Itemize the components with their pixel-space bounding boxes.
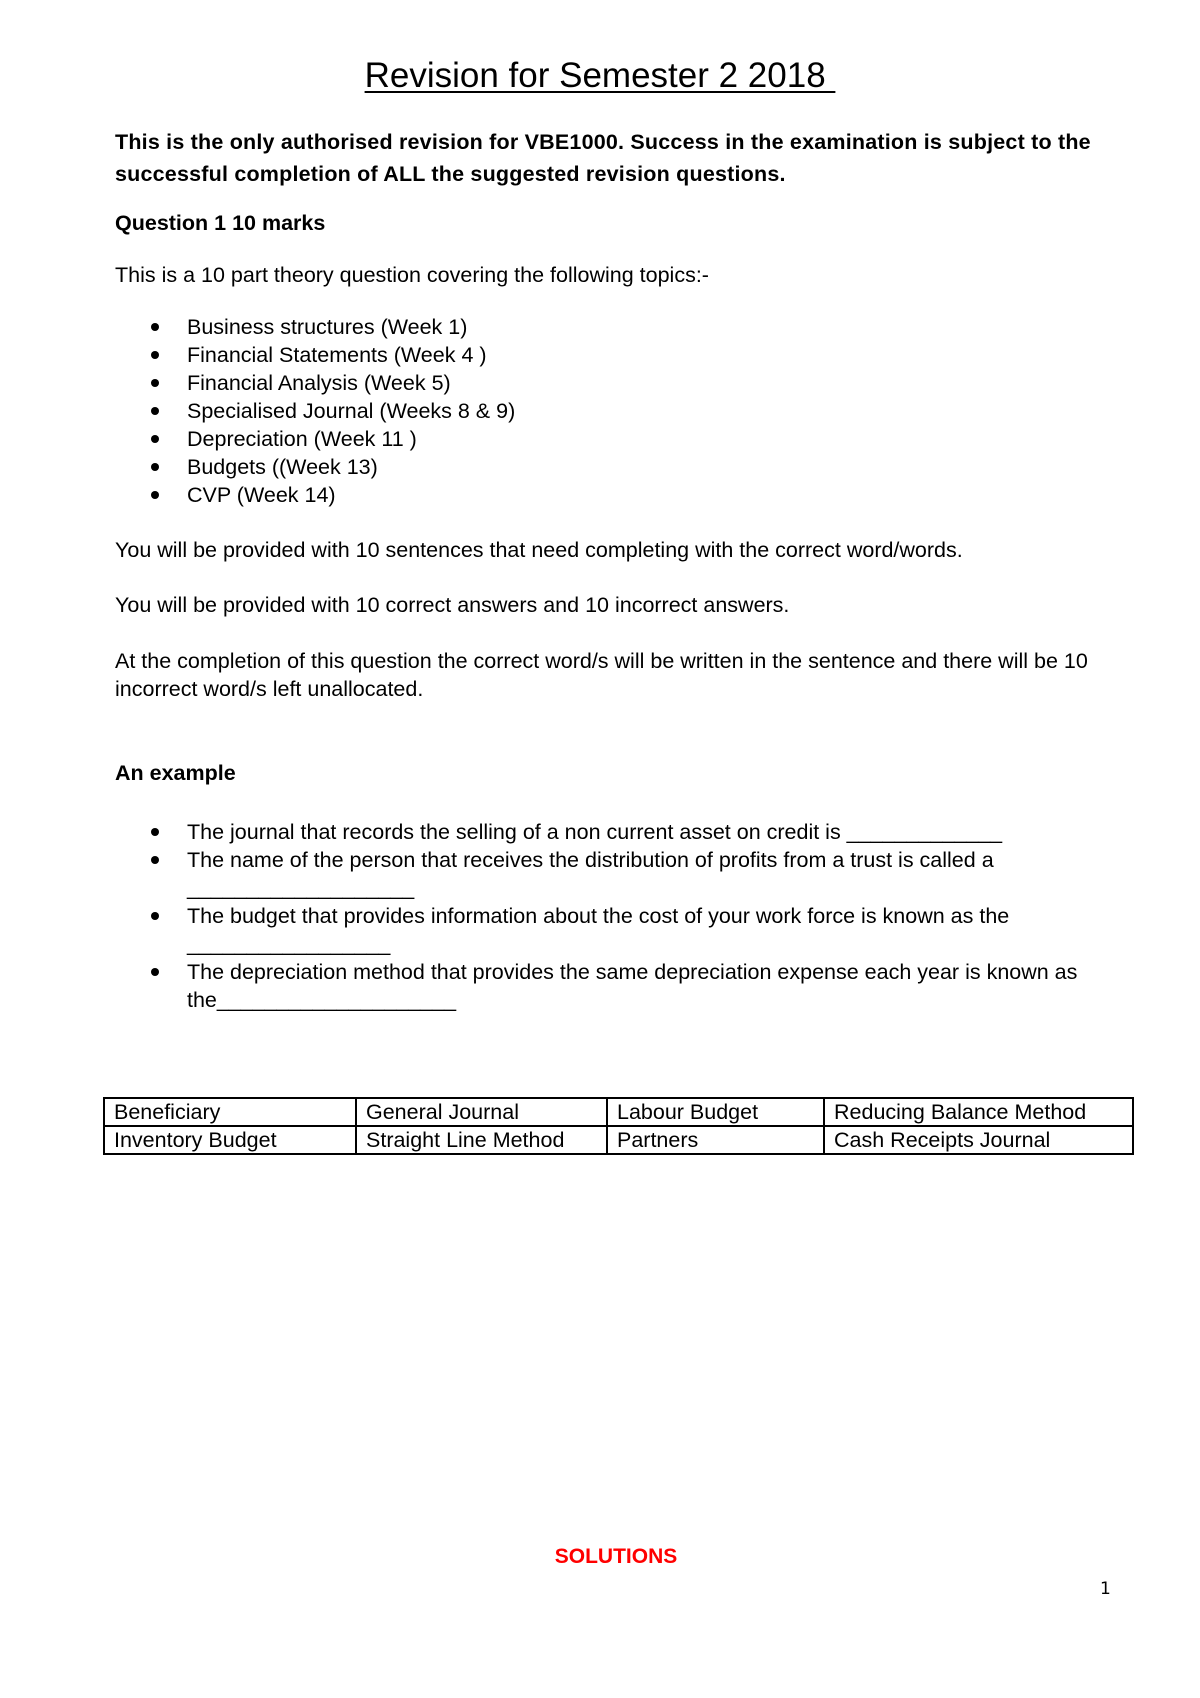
question-description: This is a 10 part theory question covering the following topics:- (115, 263, 709, 287)
paragraph-instructions-1: You will be provided with 10 sentences that need completing with the correct word/words. (115, 538, 963, 562)
table-cell: Inventory Budget (104, 1126, 356, 1154)
table-row (104, 1126, 1133, 1154)
page-title-text: Revision for Semester 2 2018 (364, 56, 836, 95)
bullet-icon (151, 463, 159, 471)
list-item (115, 902, 1135, 958)
intro-text: This is the only authorised revision for VBE1000. Success in the examination is subject to the successful completion of ALL the suggested revision questions. (115, 130, 1091, 186)
list-item (115, 313, 1115, 341)
list-item (115, 341, 1115, 369)
topic-text: Business structures (Week 1) (187, 315, 468, 339)
bullet-icon (151, 351, 159, 359)
list-item (115, 481, 1115, 509)
topic-text: Financial Analysis (Week 5) (187, 371, 451, 395)
bullet-icon (151, 856, 159, 864)
list-item (115, 369, 1115, 397)
table-cell: Beneficiary (104, 1098, 356, 1126)
table-cell: Reducing Balance Method (824, 1098, 1133, 1126)
answer-table (103, 1097, 1134, 1155)
list-item (115, 958, 1135, 1014)
table-cell: Cash Receipts Journal (824, 1126, 1133, 1154)
table-cell: Partners (607, 1126, 824, 1154)
solutions-label: SOLUTIONS (554, 1545, 678, 1568)
page-number: 1 (1100, 1579, 1111, 1599)
example-text: The name of the person that receives the distribution of profits from a trust is called a ___________________ (187, 848, 994, 900)
question-heading: Question 1 10 marks (115, 211, 326, 235)
bullet-icon (151, 435, 159, 443)
examples-list (115, 818, 1135, 1014)
bullet-icon (151, 323, 159, 331)
bullet-icon (151, 491, 159, 499)
bullet-icon (151, 968, 159, 976)
table-cell: Straight Line Method (356, 1126, 607, 1154)
topic-text: CVP (Week 14) (187, 483, 336, 507)
example-text: The budget that provides information about the cost of your work force is known as the _________________ (187, 904, 1010, 956)
list-item (115, 846, 1135, 902)
topics-list (115, 313, 1115, 509)
list-item (115, 397, 1115, 425)
example-text: The depreciation method that provides the same depreciation expense each year is known as the____________________ (187, 960, 1078, 1012)
list-item (115, 453, 1115, 481)
bullet-icon (151, 828, 159, 836)
paragraph-instructions-2: You will be provided with 10 correct answers and 10 incorrect answers. (115, 593, 790, 617)
bullet-icon (151, 912, 159, 920)
table-cell: General Journal (356, 1098, 607, 1126)
page-title (0, 55, 1200, 97)
paragraph-instructions-3: At the completion of this question the correct word/s will be written in the sentence and there will be 10 incorrect word/s left unallocated. (115, 649, 1088, 701)
table-cell: Labour Budget (607, 1098, 824, 1126)
example-text: The journal that records the selling of a non current asset on credit is _____________ (187, 820, 1003, 844)
example-heading: An example (115, 761, 236, 785)
topic-text: Budgets ((Week 13) (187, 455, 378, 479)
bullet-icon (151, 379, 159, 387)
topic-text: Financial Statements (Week 4 ) (187, 343, 487, 367)
bullet-icon (151, 407, 159, 415)
topic-text: Specialised Journal (Weeks 8 & 9) (187, 399, 516, 423)
list-item (115, 425, 1115, 453)
list-item (115, 818, 1135, 846)
table-row (104, 1098, 1133, 1126)
topic-text: Depreciation (Week 11 ) (187, 427, 417, 451)
